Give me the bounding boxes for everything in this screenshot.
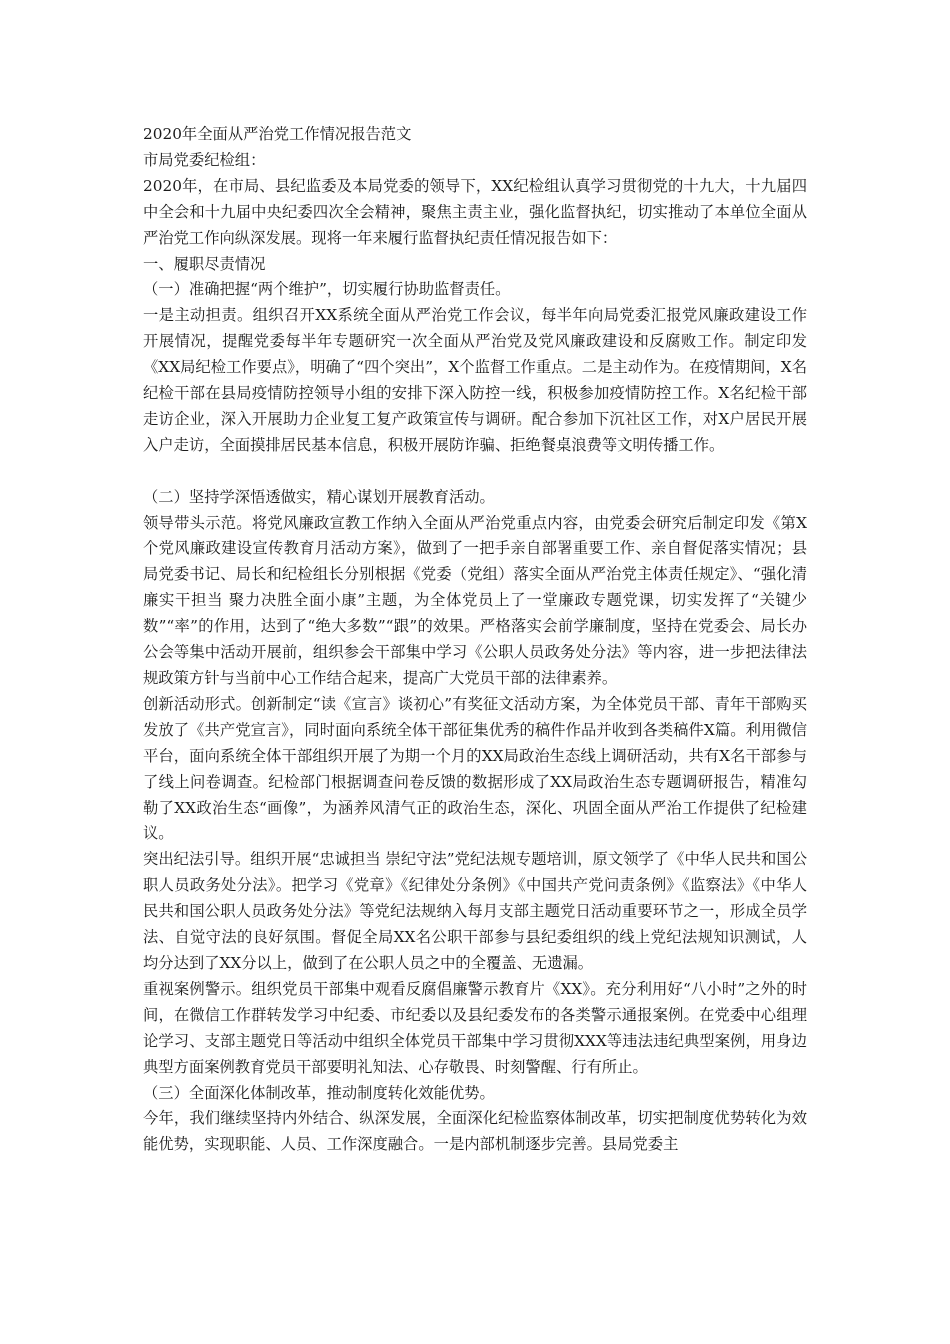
paragraph-3: 创新活动形式。创新制定“读《宣言》谈初心”有奖征文活动方案，为全体党员干部、青年干部购买发放了《共产党宣言》，同时面向系统全体干部征集优秀的稿件作品并收到各类稿件X篇。利用微信平台，面向系统全体干部组织开展了为期一个月的XX局政治生态线上调研活动，共有X名干部参与了线上问卷调查。纪检部门根据调查问卷反馈的数据形成了XX局政治生态专题调研报告，精准勾勒了XX政治生态“画像”，为涵养风清气正的政治生态，深化、巩固全面从严治工作提供了纪检建议。 bbox=[143, 694, 807, 843]
document-title: 2020年全面从严治党工作情况报告范文 bbox=[143, 125, 412, 143]
subsection-heading-2: （二）坚持学深悟透做实，精心谋划开展教育活动。 bbox=[143, 487, 495, 506]
subsection-heading-3: （三）全面深化体制改革，推动制度转化效能优势。 bbox=[143, 1083, 495, 1102]
intro-paragraph: 2020年，在市局、县纪监委及本局党委的领导下，XX纪检组认真学习贯彻党的十九大，十九届四中全会和十九届中央纪委四次全会精神，聚焦主责主业，强化监督执纪，切实推动了本单位全面从严治党工作向纵深发展。现将一年来履行监督执纪责任情况报告如下： bbox=[143, 176, 807, 247]
salutation: 市局党委纪检组： bbox=[143, 150, 266, 169]
paragraph-6: 今年，我们继续坚持内外结合、纵深发展，全面深化纪检监察体制改革，切实把制度优势转化为效能优势，实现职能、人员、工作深度融合。一是内部机制逐步完善。县局党委主 bbox=[143, 1109, 807, 1154]
paragraph-5: 重视案例警示。组织党员干部集中观看反腐倡廉警示教育片《XX》。充分利用好“八小时”之外的时间，在微信工作群转发学习中纪委、市纪委以及县纪委发布的各类警示通报案例。在党委中心组理论学习、支部主题党日等活动中组织全体党员干部集中学习贯彻XXX等违法违纪典型案例，用身边典型方面案例教育党员干部要明礼知法、心存敬畏、时刻警醒、行有所止。 bbox=[143, 979, 807, 1076]
subsection-heading-1: （一）准确把握“两个维护”，切实履行协助监督责任。 bbox=[143, 280, 511, 299]
paragraph-2: 领导带头示范。将党风廉政宣教工作纳入全面从严治党重点内容，由党委会研究后制定印发《第X个党风廉政建设宣传教育月活动方案》，做到了一把手亲自部署重要工作、亲自督促落实情况；县局党委书记、局长和纪检组长分别根据《党委（党组）落实全面从严治党主体责任规定》、“强化清廉实干担当 聚力决胜全面小康”主题，为全体党员上了一堂廉政专题党课，切实发挥了“关键少数”“率”的作用，达到了“绝大多数”“跟”的效果。严格落实会前学廉制度，坚持在党委会、局长办公会等集中活动开展前，组织参会干部集中学习《公职人员政务处分法》等内容，进一步把法律法规政策方针与当前中心工作结合起来，提高广大党员干部的法律素养。 bbox=[143, 513, 807, 688]
paragraph-1: 一是主动担责。组织召开XX系统全面从严治党工作会议，每半年向局党委汇报党风廉政建设工作开展情况，提醒党委每半年专题研究一次全面从严治党及党风廉政建设和反腐败工作。制定印发《XX局纪检工作要点》，明确了“四个突出”，X个监督工作重点。二是主动作为。在疫情期间，X名纪检干部在县局疫情防控领导小组的安排下深入防控一线，积极参加疫情防控工作。X名纪检干部走访企业，深入开展助力企业复工复产政策宣传与调研。配合参加下沉社区工作，对X户居民开展入户走访，全面摸排居民基本信息，积极开展防诈骗、拒绝餐桌浪费等文明传播工作。 bbox=[143, 306, 807, 454]
section-heading-1: 一、履职尽责情况 bbox=[143, 254, 266, 273]
paragraph-4: 突出纪法引导。组织开展“忠诚担当 崇纪守法”党纪法规专题培训，原文领学了《中华人民共和国公职人员政务处分法》。把学习《党章》《纪律处分条例》《中国共产党问责条例》《监察法》《中华人民共和国公职人员政务处分法》等党纪法规纳入每月支部主题党日活动重要环节之一，形成全员学法、自觉守法的良好氛围。督促全局XX名公职干部参与县纪委组织的线上党纪法规知识测试，人均分达到了XX分以上，做到了在公职人员之中的全覆盖、无遗漏。 bbox=[143, 850, 807, 972]
document-page bbox=[143, 122, 807, 1158]
